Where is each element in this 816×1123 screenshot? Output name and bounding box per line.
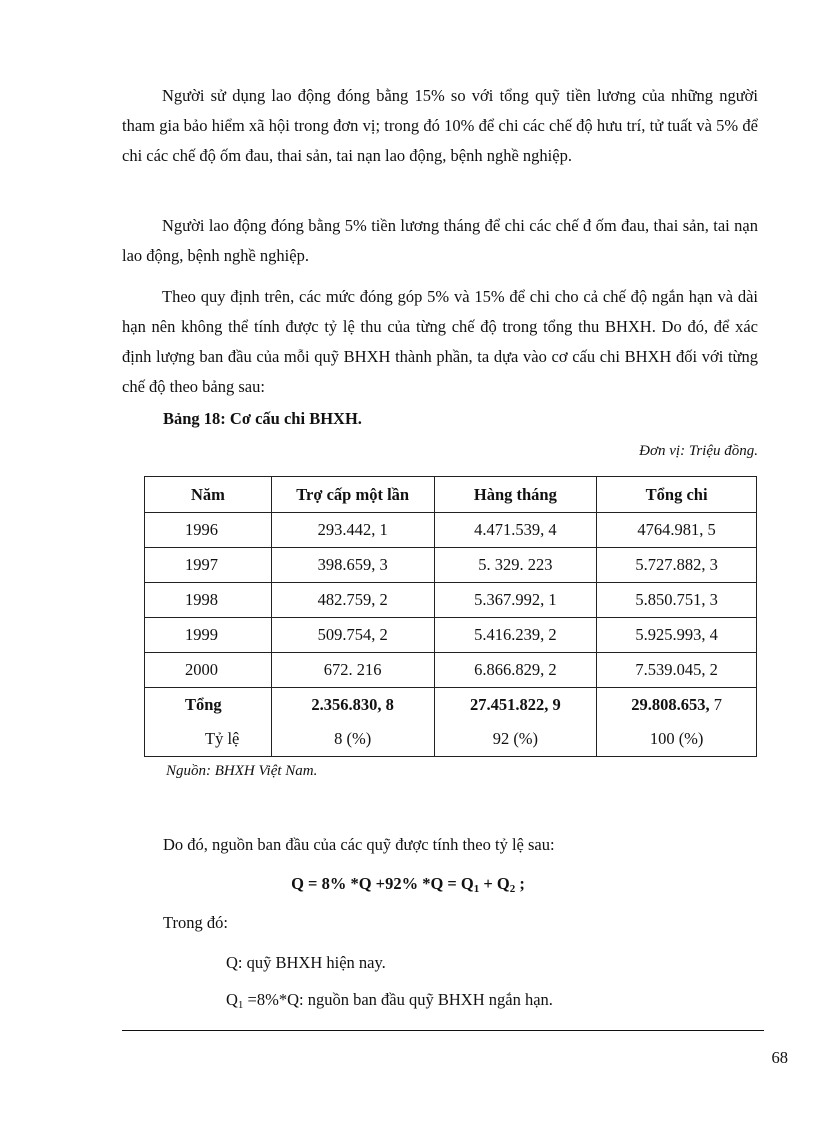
- header-lump-sum: Trợ cấp một lần: [271, 477, 434, 513]
- table-source: Nguồn: BHXH Việt Nam.: [166, 763, 318, 779]
- header-year: Năm: [145, 477, 272, 513]
- cell-lump-sum: 509.754, 2: [271, 618, 434, 653]
- formula-sub2: 2: [509, 883, 516, 895]
- cell-lump-sum: 482.759, 2: [271, 583, 434, 618]
- table-ratio-row: [145, 722, 757, 757]
- cell-total-monthly: 27.451.822, 9: [434, 688, 597, 723]
- cell-ratio-lump-sum: 8 (%): [271, 722, 434, 757]
- cell-total-lump-sum: 2.356.830, 8: [271, 688, 434, 723]
- definition-q1-sub: 1: [237, 999, 244, 1011]
- cell-total-label: Tổng: [145, 688, 272, 723]
- table-header-row: [145, 477, 757, 513]
- table-unit: Đơn vị: Triệu đồng.: [639, 443, 758, 459]
- paragraph-employer-contribution: Người sử dụng lao động đóng bằng 15% so với tổng quỹ tiền lương của những người tham gia bảo hiểm xã hội trong đơn vị; trong đó 10% để chi các chế độ hưu trí, tử tuất và 5% để chi các chế độ ốm đau, thai sản, tai nạn lao động, bệnh nghề nghiệp.: [122, 86, 758, 165]
- formula-sub1: 1: [473, 883, 480, 895]
- cell-total-sum: [597, 688, 757, 723]
- cell-monthly: 6.866.829, 2: [434, 653, 597, 688]
- cell-year: 2000: [145, 653, 272, 688]
- cell-ratio-monthly: 92 (%): [434, 722, 597, 757]
- page-number: 68: [771, 1048, 788, 1067]
- where-label: Trong đó:: [163, 913, 228, 932]
- cell-total-sum-decimal: 7: [713, 695, 722, 714]
- cell-ratio-label: Tỷ lệ: [145, 722, 272, 757]
- table-total-row: [145, 688, 757, 723]
- table-row: [145, 513, 757, 548]
- formula-main: Q = 8% *Q +92% *Q = Q: [291, 874, 474, 893]
- cell-lump-sum: 398.659, 3: [271, 548, 434, 583]
- table-caption: Bảng 18: Cơ cấu chi BHXH.: [163, 409, 362, 428]
- definition-q1-symbol: Q: [226, 990, 238, 1009]
- cell-monthly: 5.416.239, 2: [434, 618, 597, 653]
- cell-monthly: 5. 329. 223: [434, 548, 597, 583]
- cell-year: 1998: [145, 583, 272, 618]
- definition-q1-text: =8%*Q: nguồn ban đầu quỹ BHXH ngắn hạn.: [243, 990, 553, 1009]
- footer-rule: [122, 1030, 764, 1031]
- cell-total: 5.727.882, 3: [597, 548, 757, 583]
- paragraph-contribution-structure: Theo quy định trên, các mức đóng góp 5% và 15% để chi cho cả chế độ ngắn hạn và dài hạn nên không thể tính được tỷ lệ thu của từng chế độ trong tổng thu BHXH. Do đó, để xác định lượng ban đầu của mỗi quỹ BHXH thành phần, ta dựa vào cơ cấu chi BHXH đối với từng chế độ theo bảng sau:: [122, 287, 758, 396]
- cell-year: 1997: [145, 548, 272, 583]
- paragraph-employee-contribution: Người lao động đóng bằng 5% tiền lương tháng để chi các chế đ ốm đau, thai sản, tai nạn lao động, bệnh nghề nghiệp.: [122, 216, 758, 265]
- cell-year: 1996: [145, 513, 272, 548]
- table-row: [145, 618, 757, 653]
- cell-total: 7.539.045, 2: [597, 653, 757, 688]
- definition-q: Q: quỹ BHXH hiện nay.: [226, 953, 386, 972]
- header-total: Tổng chi: [597, 477, 757, 513]
- table-row: [145, 583, 757, 618]
- cell-monthly: 4.471.539, 4: [434, 513, 597, 548]
- formula-plus: + Q: [479, 874, 510, 893]
- table-row: [145, 653, 757, 688]
- cell-total: 5.850.751, 3: [597, 583, 757, 618]
- cell-year: 1999: [145, 618, 272, 653]
- table-row: [145, 548, 757, 583]
- formula-intro: Do đó, nguồn ban đầu của các quỹ được tính theo tỷ lệ sau:: [163, 835, 555, 854]
- cell-ratio-total: 100 (%): [597, 722, 757, 757]
- header-monthly: Hàng tháng: [434, 477, 597, 513]
- bhxh-expenditure-table: [144, 476, 757, 757]
- cell-total: 5.925.993, 4: [597, 618, 757, 653]
- cell-lump-sum: 293.442, 1: [271, 513, 434, 548]
- definition-q1: [226, 990, 553, 1011]
- formula: [0, 874, 816, 895]
- cell-total-sum-main: 29.808.653,: [631, 695, 710, 714]
- cell-monthly: 5.367.992, 1: [434, 583, 597, 618]
- formula-end: ;: [515, 874, 525, 893]
- cell-lump-sum: 672. 216: [271, 653, 434, 688]
- cell-total: 4764.981, 5: [597, 513, 757, 548]
